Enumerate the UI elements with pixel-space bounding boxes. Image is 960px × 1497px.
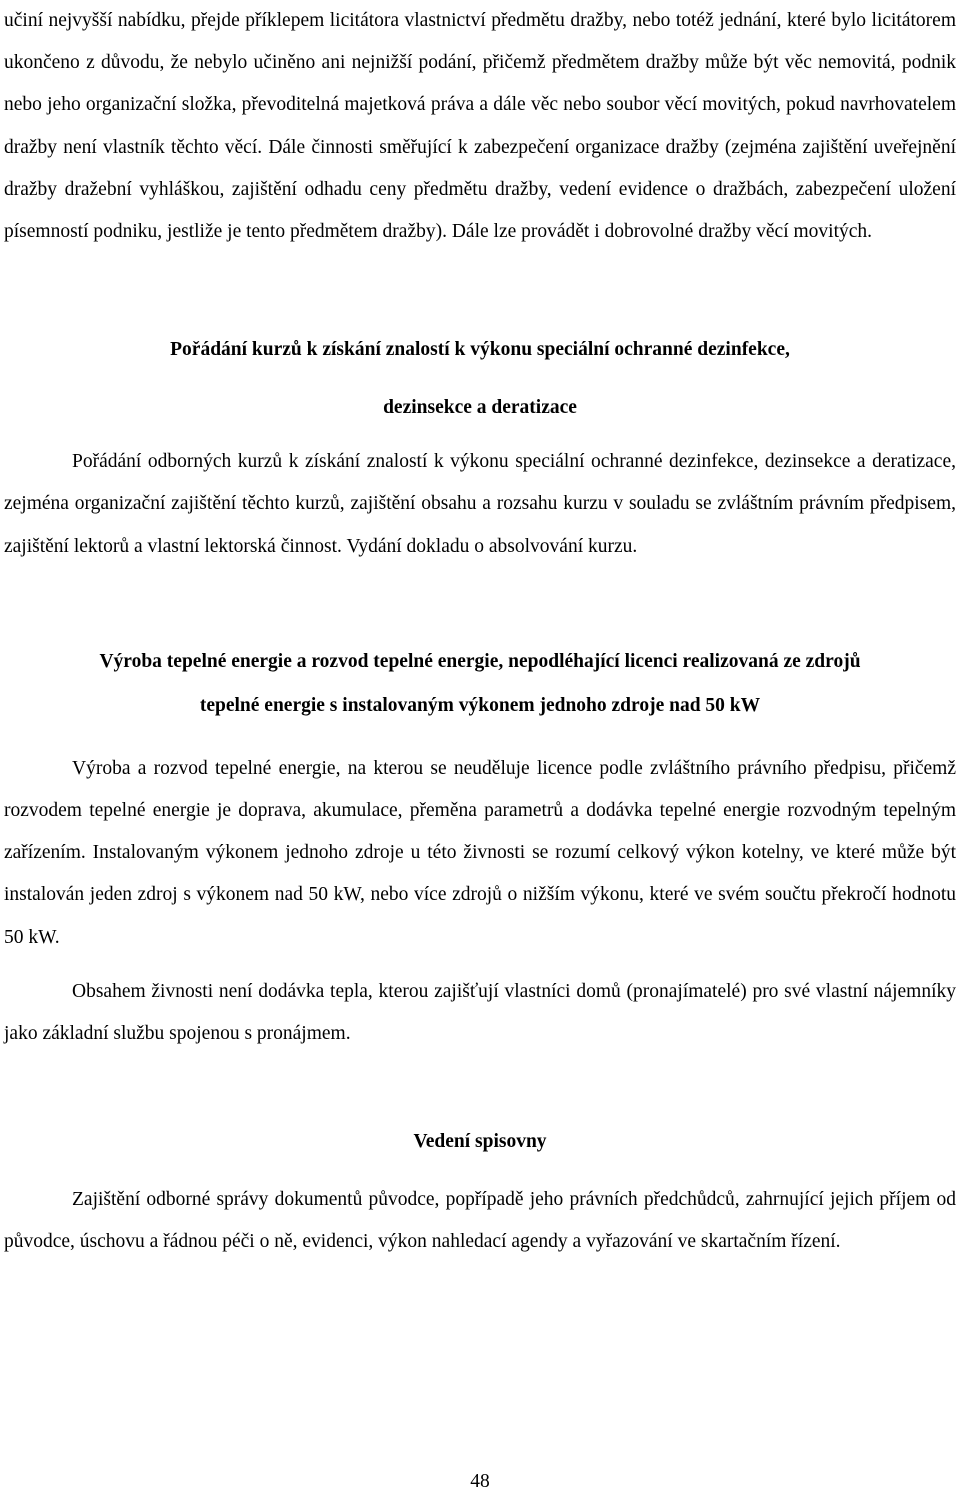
section-spisovna (4, 1113, 956, 1263)
section-kurzy (4, 321, 956, 568)
page-number: 48 (470, 1471, 490, 1492)
section-spisovna-paragraph: Zajištění odborné správy dokumentů původce, popřípadě jeho právních předchůdců, zahrnující jejich příjem od původce, úschovu a řádnou péči o ně, evidenci, výkon nahledací agendy a vyřazování ve skartačním řízení. (4, 1189, 956, 1253)
section-title-tepelna-energie-line2: tepelné energie s instalovaným výkonem jednoho zdroje nad 50 kW (199, 694, 761, 716)
document-page (4, 0, 956, 1264)
intro-paragraph: učiní nejvyšší nabídku, přejde příklepem licitátora vlastnictví předmětu dražby, nebo totéž jednání, které bylo licitátorem ukončeno z důvodu, že nebylo učiněno ani nejnižší podání, přičemž předmětem dražby může být věc nemovitá, podnik nebo jeho organizační složka, převoditelná majetková práva a dále věc nebo soubor věcí movitých, pokud navrhovatelem dražby není vlastník těchto věcí. Dále činnosti směřující k zabezpečení organizace dražby (zejména zajištění uveřejnění dražby dražební vyhláškou, zajištění odhadu ceny předmětu dražby, vedení evidence o dražbách, zabezpečení uložení písemností podniku, jestliže je tento předmětem dražby). Dále lze provádět i dobrovolné dražby věcí movitých. (4, 10, 956, 243)
section-tepelna-energie-paragraph-1: Výroba a rozvod tepelné energie, na kterou se neuděluje licence podle zvláštního právního předpisu, přičemž rozvodem tepelné energie je doprava, akumulace, přeměna parametrů a dodávka tepelné energie rozvodným tepelným zařízením. Instalovaným výkonem jednoho zdroje u této živnosti se rozumí celkový výkon kotelny, ve které může být instalován jeden zdroj s výkonem nad 50 kW, nebo více zdrojů o nižším výkonu, které ve svém součtu překročí hodnotu 50 kW. (4, 757, 956, 948)
section-kurzy-paragraph: Pořádání odborných kurzů k získání znalostí k výkonu speciální ochranné dezinfekce, dezinsekce a deratizace, zejména organizační zajištění těchto kurzů, zajištění obsahu a rozsahu kurzu v souladu se zvláštním právním předpisem, zajištění lektorů a vlastní lektorská činnost. Vydání dokladu o absolvování kurzu. (4, 451, 956, 557)
section-tepelna-energie (4, 640, 956, 1055)
section-title-tepelna-energie-line1: Výroba tepelné energie a rozvod tepelné energie, nepodléhající licenci realizovaná ze zdrojů (99, 650, 861, 672)
section-title-tepelna-energie (4, 640, 956, 728)
section-title-spisovna: Vedení spisovny (413, 1131, 547, 1153)
section-title-kurzy (4, 321, 956, 437)
section-title-kurzy-line1: Pořádání kurzů k získání znalostí k výkonu speciální ochranné dezinfekce, (170, 339, 790, 361)
section-tepelna-energie-paragraph-2: Obsahem živnosti není dodávka tepla, kterou zajišťují vlastníci domů (pronajímatelé) pro své vlastní nájemníky jako základní službu spojenou s pronájmem. (4, 980, 956, 1045)
section-title-kurzy-line2: dezinsekce a deratizace (383, 397, 577, 419)
